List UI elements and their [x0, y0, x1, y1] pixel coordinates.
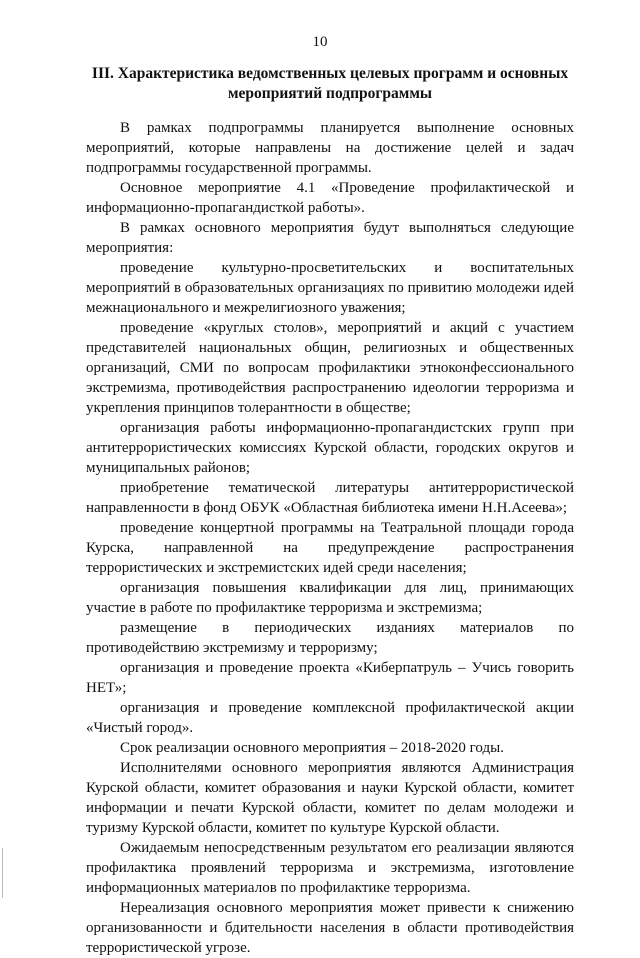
list-item-2: проведение «круглых столов», мероприятий и акций с участием представителей национальных общин, религиозных и общественных организаций, СМИ по вопросам профилактики этноконфессионального экстремизма, противодействия распространению идеологии терроризма и укрепления принципов толерантности в обществе; — [86, 320, 574, 416]
list-item-1: проведение культурно-просветительских и воспитательных мероприятий в образовательных организациях по привитию молодежи идей межнационального и межрелигиозного уважения; — [86, 260, 574, 316]
list-item-8: организация и проведение проекта «Киберпатруль – Учись говорить НЕТ»; — [86, 660, 574, 696]
paragraph-non-implementation: Нереализация основного мероприятия может привести к снижению организованности и бдительности населения в области противодействия террористической угрозе. — [86, 900, 574, 956]
section-heading-line-1: III. Характеристика ведомственных целевых программ и основных — [91, 65, 569, 82]
list-item-7: размещение в периодических изданиях материалов по противодействию экстремизму и терроризму; — [86, 620, 574, 656]
body-text — [86, 118, 574, 958]
scan-edge-line — [2, 848, 3, 898]
list-item-5: проведение концертной программы на Театральной площади города Курска, направленной на предупреждение распространения террористических и экстремистских идей среди населения; — [86, 520, 574, 576]
section-heading — [86, 64, 574, 104]
list-item-4: приобретение тематической литературы антитеррористической направленности в фонд ОБУК «Областная библиотека имени Н.Н.Асеева»; — [86, 480, 574, 516]
paragraph-expected-result: Ожидаемым непосредственным результатом его реализации являются профилактика проявлений терроризма и экстремизма, изготовление информационных материалов по профилактике терроризма. — [86, 840, 574, 896]
list-item-3: организация работы информационно-пропагандистских групп при антитеррористических комиссиях Курской области, городских округов и муниципальных районов; — [86, 420, 574, 476]
list-item-6: организация повышения квалификации для лиц, принимающих участие в работе по профилактике терроризма и экстремизма; — [86, 580, 574, 616]
paragraph-1: В рамках подпрограммы планируется выполнение основных мероприятий, которые направлены на достижение целей и задач подпрограммы государственной программы. — [86, 120, 574, 176]
list-item-9: организация и проведение комплексной профилактической акции «Чистый город». — [86, 700, 574, 736]
paragraph-3: В рамках основного мероприятия будут выполняться следующие мероприятия: — [86, 220, 574, 256]
section-heading-line-2: мероприятий подпрограммы — [227, 85, 433, 102]
paragraph-executors: Исполнителями основного мероприятия являются Администрация Курской области, комитет образования и науки Курской области, комитет информации и печати Курской области, комитет по делам молодежи и туризму Курской области, комитет по культуре Курской области. — [86, 760, 574, 836]
paragraph-term: Срок реализации основного мероприятия – 2018-2020 годы. — [120, 740, 504, 756]
paragraph-2: Основное мероприятие 4.1 «Проведение профилактической и информационно-пропагандисткой работы». — [86, 180, 574, 216]
page-number: 10 — [312, 34, 328, 50]
